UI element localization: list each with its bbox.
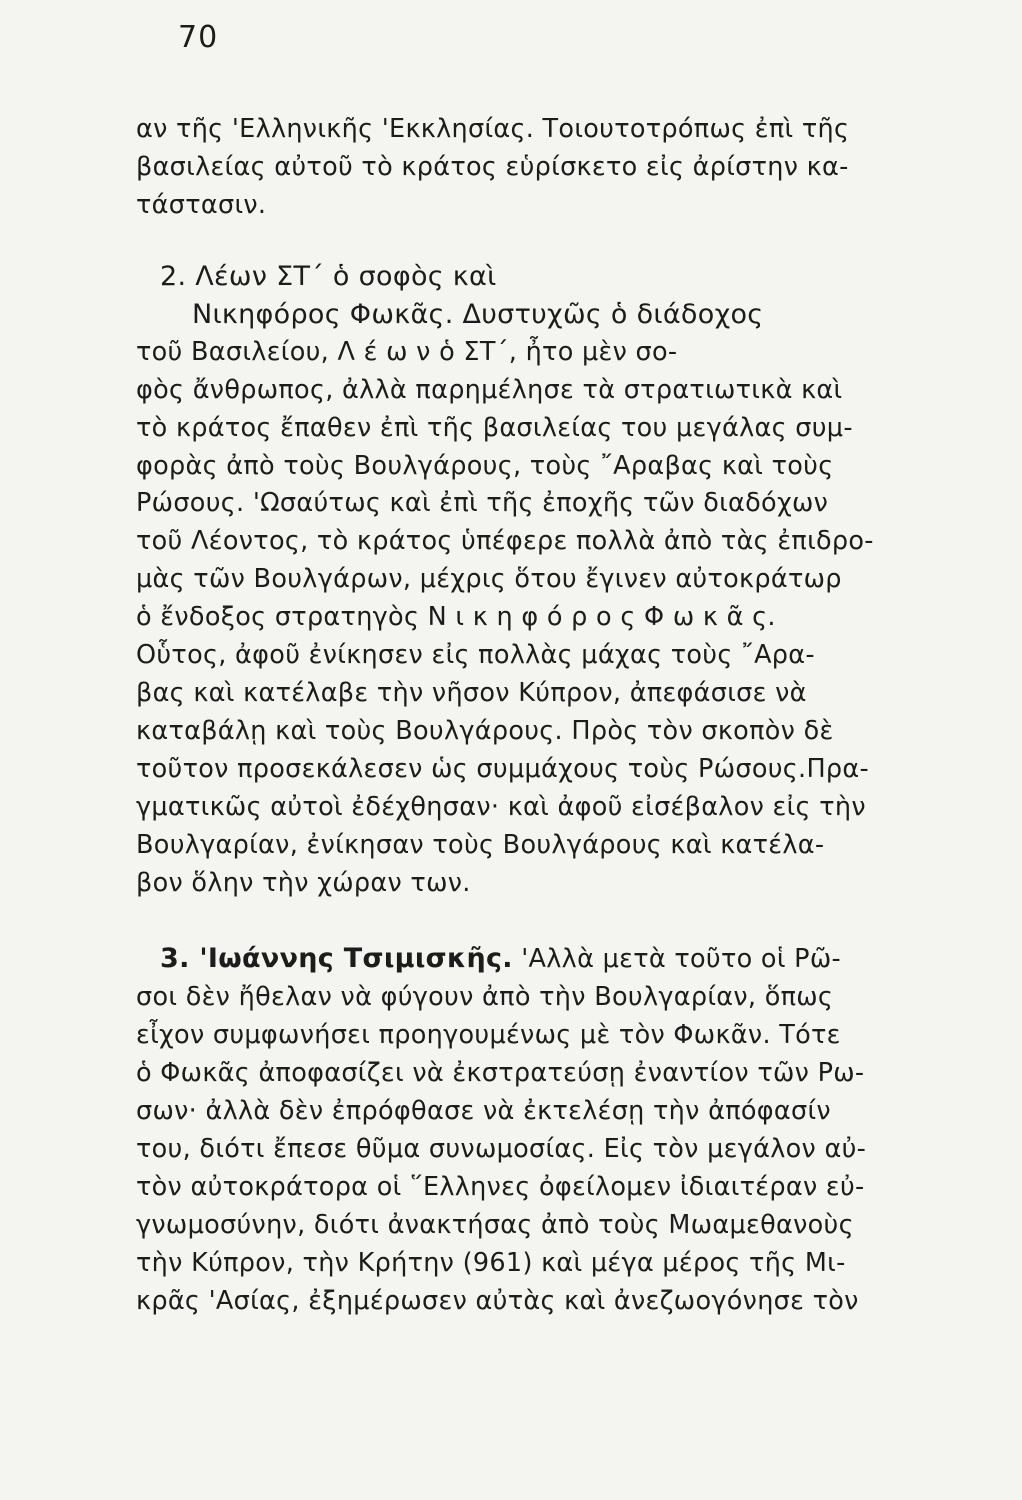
text-line: εἶχον συμφωνήσει προηγουμένως μὲ τὸν Φωκᾶν. Τότε	[136, 1020, 841, 1050]
section-heading-3: 3. 'Ιωάννης Τσιμισκῆς.	[160, 943, 513, 974]
text-line: βασιλείας αὐτοῦ τὸ κράτος εὑρίσκετο εἰς ἀρίστην κα-	[136, 152, 849, 182]
text-line: τοῦ Λέοντος, τὸ κράτος ὑπέφερε πολλὰ ἀπὸ τὰς ἐπιδρο-	[136, 526, 874, 556]
page-number: 70	[178, 20, 219, 55]
text-line: σοι δὲν ἤθελαν νὰ φύγουν ἀπὸ τὴν Βουλγαρίαν, ὅπως	[136, 982, 834, 1012]
text-line: βας καὶ κατέλαβε τὴν νῆσον Κύπρον, ἀπεφάσισε νὰ	[136, 678, 807, 708]
text-line: Βουλγαρίαν, ἐνίκησαν τοὺς Βουλγάρους καὶ κατέλα-	[136, 830, 825, 860]
text-line: τὴν Κύπρον, τὴν Κρήτην (961) καὶ μέγα μέρος τῆς Μι-	[136, 1248, 846, 1278]
text-line: γνωμοσύνην, διότι ἀνακτήσας ἀπὸ τοὺς Μωαμεθανοὺς	[136, 1210, 854, 1240]
text-line: αν τῆς 'Ελληνικῆς 'Εκκλησίας. Τοιουτοτρόπως ἐπὶ τῆς	[136, 114, 850, 144]
text-line: φὸς ἄνθρωπος, ἀλλὰ παρημέλησε τὰ στρατιωτικὰ καὶ	[136, 375, 843, 405]
text-line: τὸ κράτος ἔπαθεν ἐπὶ τῆς βασιλείας του μεγάλας συμ-	[136, 413, 853, 443]
text-line: καταβάλῃ καὶ τοὺς Βουλγάρους. Πρὸς τὸν σκοπὸν δὲ	[136, 716, 834, 746]
text-line: σων· ἀλλὰ δὲν ἐπρόφθασε νὰ ἐκτελέσῃ τὴν ἀπόφασίν	[136, 1096, 831, 1126]
text-line: τοῦ Βασιλείου, Λ έ ω ν ὁ ΣΤ΄, ἦτο μὲν σο-	[136, 337, 678, 367]
text-line: τοῦτον προσεκάλεσεν ὡς συμμάχους τοὺς Ρώσους.Πρα-	[136, 754, 870, 784]
text-line: βον ὅλην τὴν χώραν των.	[136, 868, 471, 898]
text-line: γματικῶς αὐτοὶ ἐδέχθησαν· καὶ ἀφοῦ εἰσέβαλον εἰς τὴν	[136, 792, 866, 822]
section-heading-2: 2. Λέων ΣΤ΄ ὁ σοφὸς καὶ	[160, 261, 497, 292]
section-3-text-start: 'Αλλὰ μετὰ τοῦτο οἱ Ρῶ-	[512, 944, 841, 974]
section-heading-3-line	[160, 942, 841, 976]
text-line: ὁ Φωκᾶς ἀποφασίζει νὰ ἐκστρατεύσῃ ἐναντίον τῶν Ρω-	[136, 1058, 865, 1088]
text-line: του, διότι ἔπεσε θῦμα συνωμοσίας. Εἰς τὸν μεγάλον αὐ-	[136, 1134, 867, 1164]
text-line: φορὰς ἀπὸ τοὺς Βουλγάρους, τοὺς ῎Αραβας καὶ τοὺς	[136, 451, 834, 481]
text-line: Ρώσους. 'Ωσαύτως καὶ ἐπὶ τῆς ἐποχῆς τῶν διαδόχων	[136, 488, 829, 518]
text-line: ὁ ἔνδοξος στρατηγὸς Ν ι κ η φ ό ρ ο ς Φ ω κ ᾶ ς.	[136, 602, 776, 632]
text-line: μὰς τῶν Βουλγάρων, μέχρις ὅτου ἔγινεν αὐτοκράτωρ	[136, 564, 842, 594]
text-line: τὸν αὐτοκράτορα οἱ ῞Ελληνες ὀφείλομεν ἰδιαιτέραν εὐ-	[136, 1172, 865, 1202]
text-line: Οὗτος, ἀφοῦ ἐνίκησεν εἰς πολλὰς μάχας τοὺς ῎Αρα-	[136, 640, 815, 670]
text-line: τάστασιν.	[136, 190, 267, 220]
text-line: κρᾶς 'Ασίας, ἐξημέρωσεν αὐτὰς καὶ ἀνεζωογόνησε τὸν	[136, 1286, 859, 1316]
section-heading-2-cont: Νικηφόρος Φωκᾶς. Δυστυχῶς ὁ διάδοχος	[192, 299, 764, 330]
